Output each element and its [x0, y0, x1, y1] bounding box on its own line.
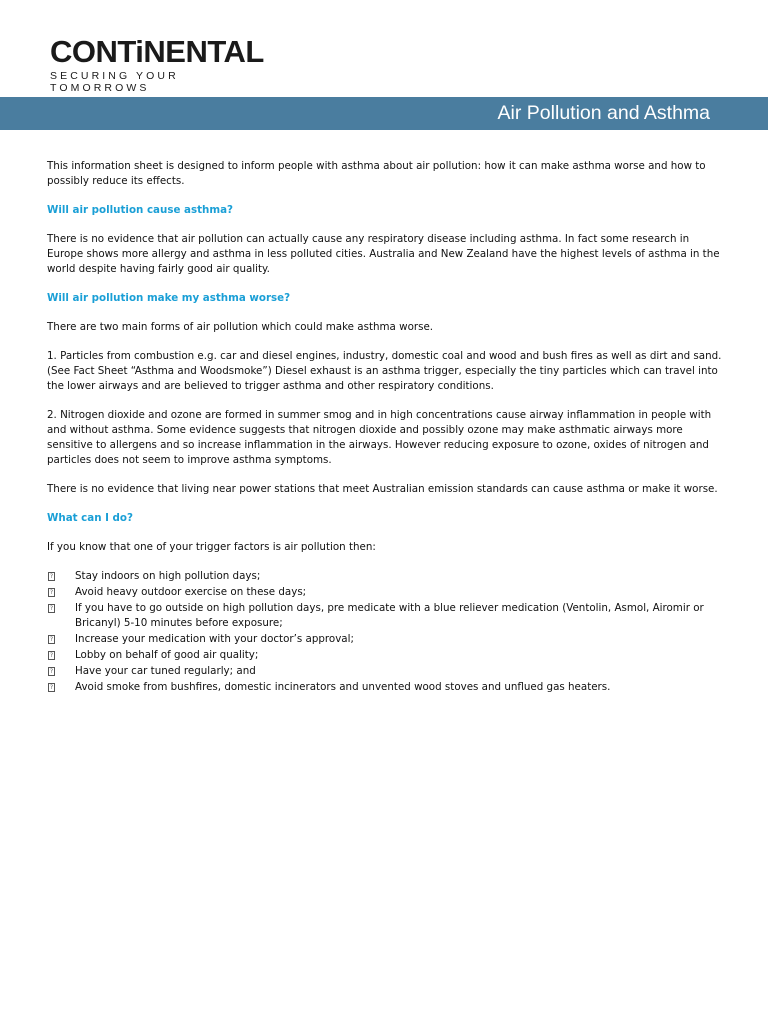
- list-item-text: Have your car tuned regularly; and: [75, 665, 256, 678]
- missing-glyph-icon: ?: [49, 573, 54, 580]
- missing-glyph-icon: ?: [49, 636, 54, 644]
- title-banner: [0, 97, 768, 130]
- advice-list: [47, 569, 723, 695]
- document-body: [47, 159, 723, 696]
- list-item: [47, 632, 723, 647]
- list-item-text: Stay indoors on high pollution days;: [75, 570, 261, 582]
- paragraph-trigger-factors: If you know that one of your trigger factors is air pollution then:: [47, 541, 376, 553]
- logo-wordmark: CONTiNENTAL: [50, 34, 264, 69]
- list-item-text: Increase your medication with your doctor’s approval;: [75, 633, 354, 646]
- missing-glyph-icon: ?: [49, 668, 54, 676]
- list-item: [47, 569, 723, 584]
- list-item: [47, 680, 723, 695]
- company-logo: [50, 36, 280, 94]
- paragraph-power-stations: There is no evidence that living near power stations that meet Australian emission standards can cause asthma or make it worse.: [47, 483, 718, 495]
- paragraph-nitrogen-ozone: 2. Nitrogen dioxide and ozone are formed in summer smog and in high concentrations cause airway inflammation in people with and without asthma. Some evidence suggests that nitrogen dioxide and possibly ozone may make asthmatic airways more sensitive to allergens and so increase inflammation in the airways. However reducing exposure to ozone, oxides of nitrogen and particles does not seem to improve asthma symptoms.: [47, 409, 712, 466]
- paragraph-cause-answer: There is no evidence that air pollution can actually cause any respiratory disease including asthma. In fact some research in Europe shows more allergy and asthma in less polluted cities. Australia and New Zealand have the highest levels of asthma in the world despite having fairly good air quality.: [47, 233, 720, 275]
- missing-glyph-icon: ?: [49, 684, 54, 692]
- list-item-text: Avoid smoke from bushfires, domestic incinerators and unvented wood stoves and unflued gas heaters.: [75, 681, 611, 694]
- list-item-text: If you have to go outside on high pollution days, pre medicate with a blue reliever medication (Ventolin, Asmol, Airomir or Bricanyl) 5-10 minutes before exposure;: [75, 602, 704, 630]
- logo-tagline: SECURING YOUR TOMORROWS: [50, 70, 179, 94]
- list-item: [47, 664, 723, 679]
- section-heading-what-can-i-do: What can I do?: [47, 512, 133, 524]
- list-item: [47, 585, 723, 600]
- intro-paragraph: This information sheet is designed to inform people with asthma about air pollution: how it can make asthma worse and how to possibly reduce its effects.: [47, 160, 706, 187]
- list-item: [47, 601, 723, 631]
- section-heading-cause: Will air pollution cause asthma?: [47, 204, 234, 216]
- list-item: [47, 648, 723, 663]
- section-heading-worse: Will air pollution make my asthma worse?: [47, 292, 291, 304]
- missing-glyph-icon: ?: [49, 605, 54, 612]
- list-item-text: Avoid heavy outdoor exercise on these days;: [75, 586, 307, 598]
- paragraph-particles: 1. Particles from combustion e.g. car and diesel engines, industry, domestic coal and wood and bush fires as well as dirt and sand. (See Fact Sheet “Asthma and Woodsmoke”) Diesel exhaust is an asthma trigger, especially the tiny particles which can travel into the lower airways and are believed to trigger asthma and other respiratory conditions.: [47, 350, 722, 392]
- document-title: Air Pollution and Asthma: [497, 102, 710, 124]
- list-item-text: Lobby on behalf of good air quality;: [75, 649, 259, 662]
- paragraph-two-forms: There are two main forms of air pollution which could make asthma worse.: [47, 321, 434, 333]
- missing-glyph-icon: ?: [49, 652, 54, 660]
- missing-glyph-icon: ?: [49, 589, 54, 596]
